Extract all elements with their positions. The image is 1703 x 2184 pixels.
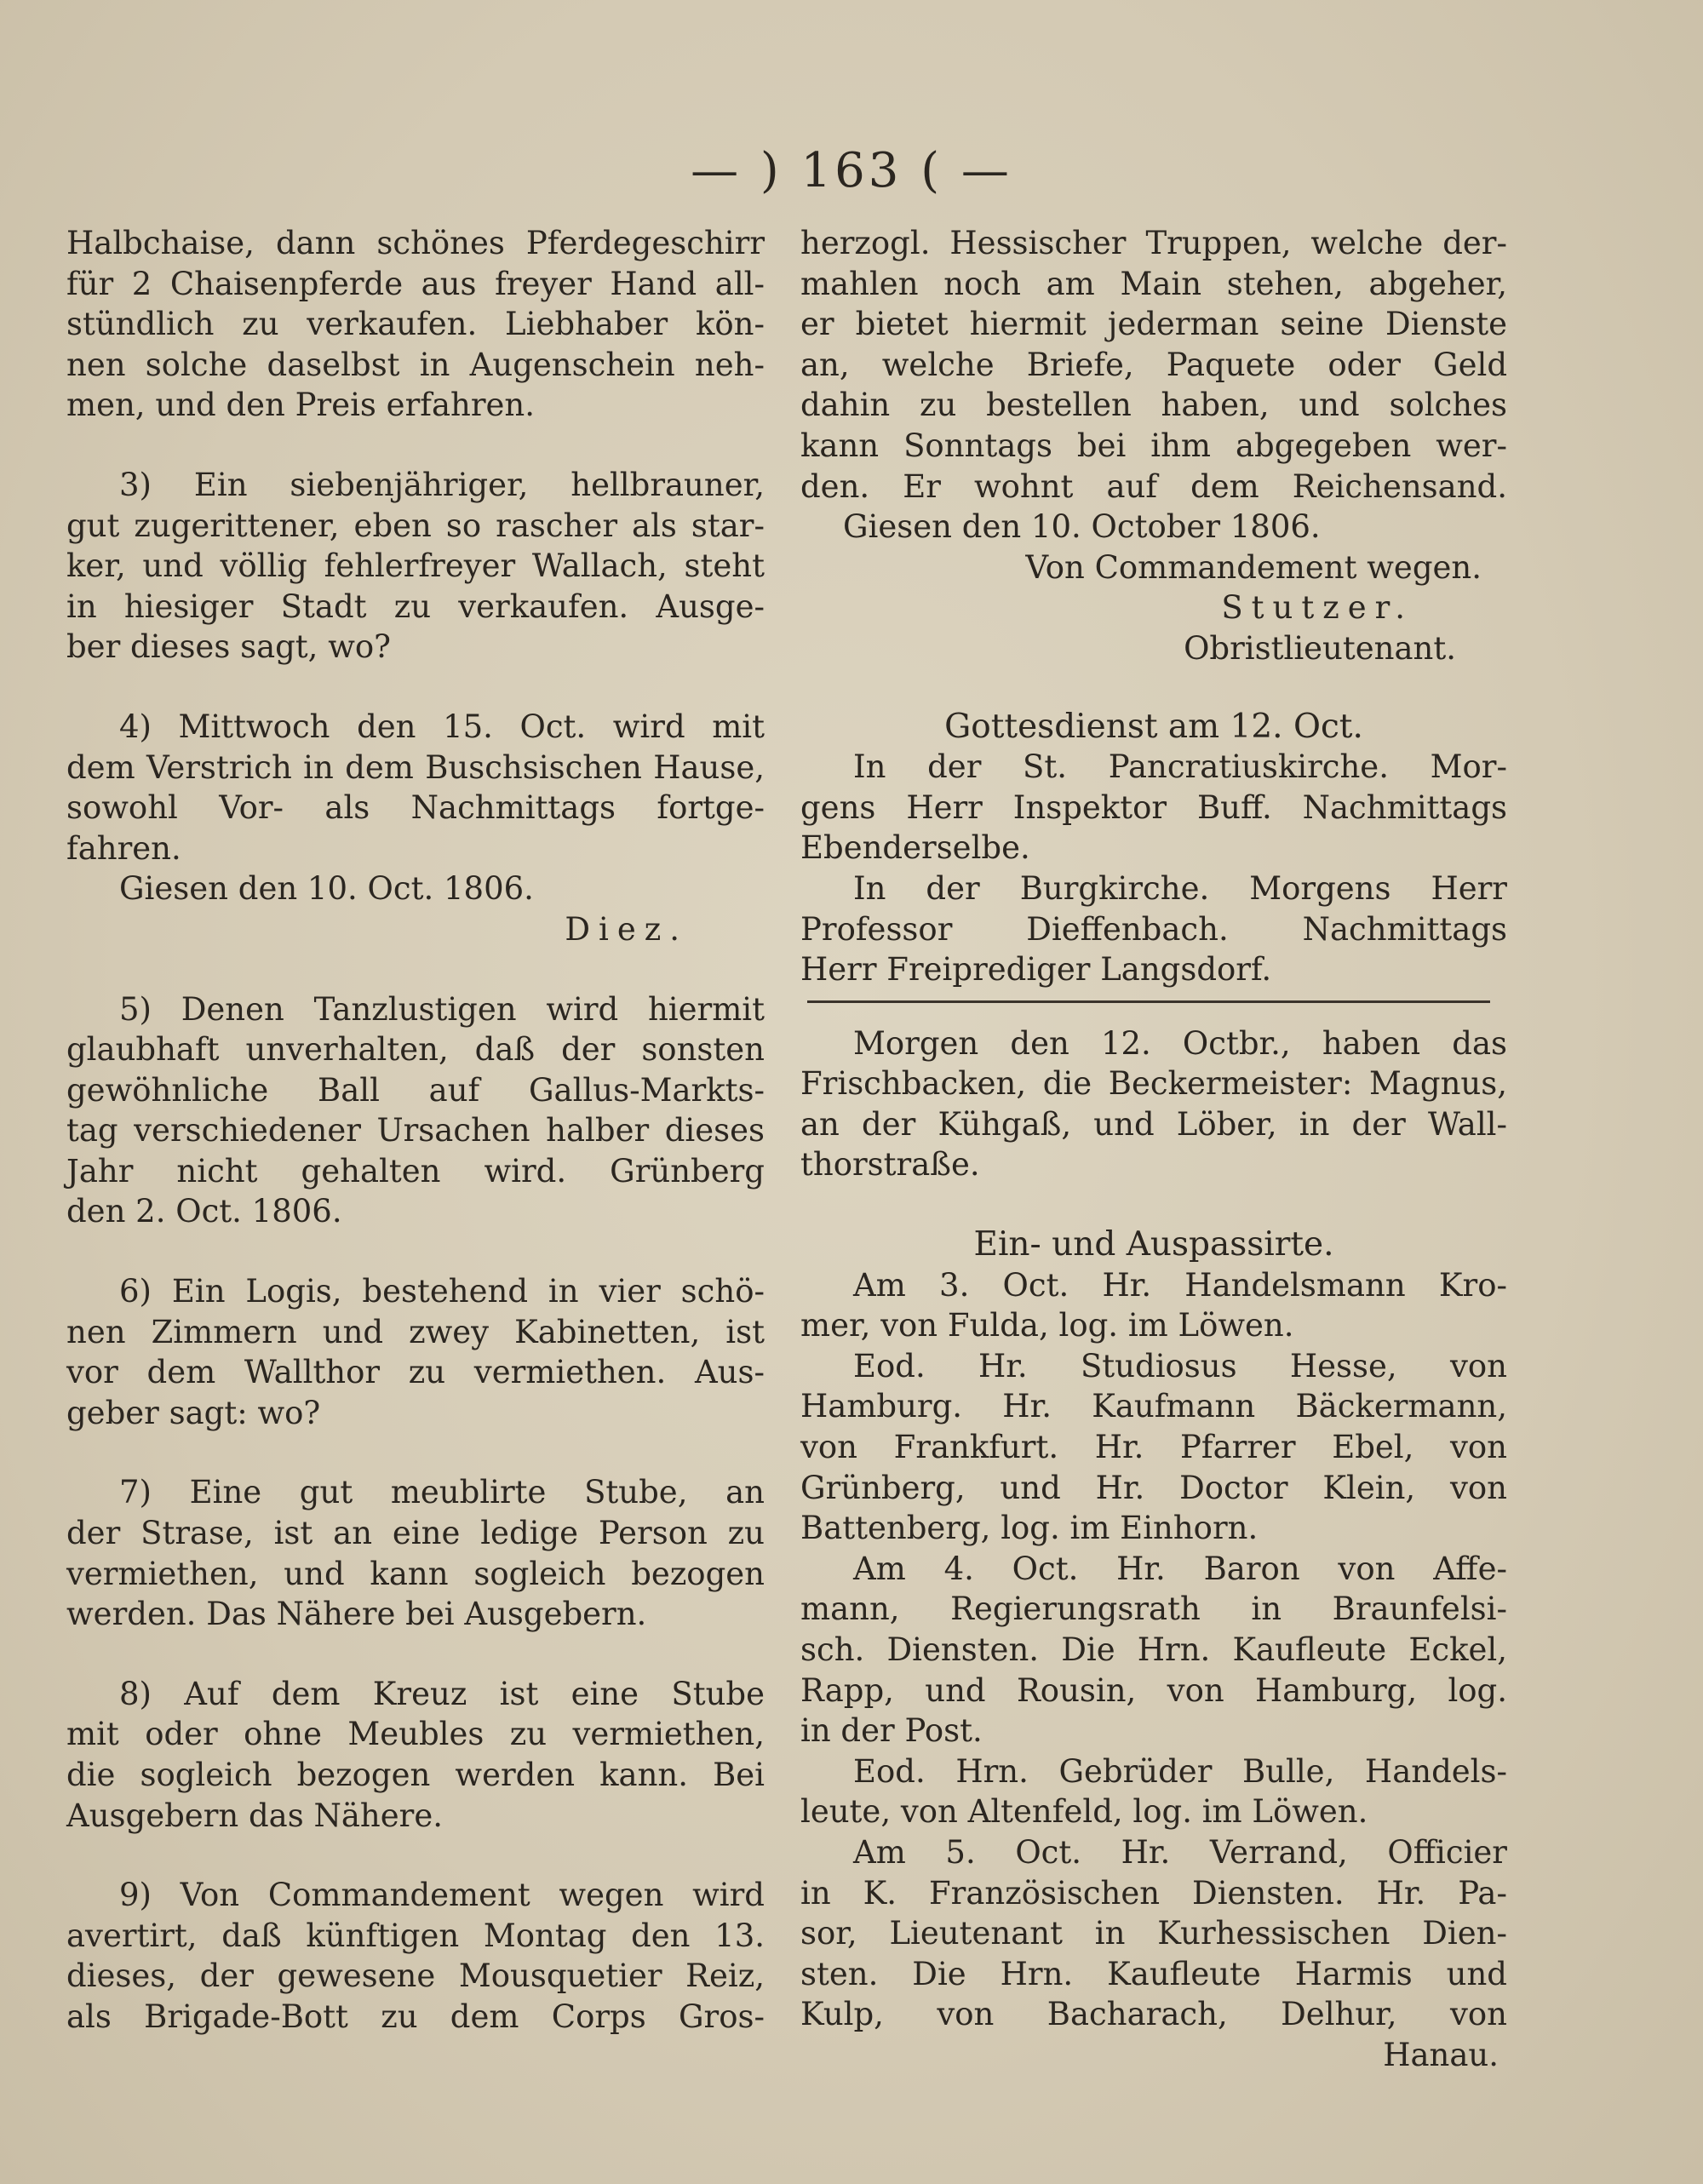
text-line: Am 3. Oct. Hr. Handelsmann Kro- xyxy=(853,1266,1507,1304)
notice-signature: Obristlieutenant. xyxy=(1184,629,1456,667)
text-line: dahin zu bestellen haben, und solches xyxy=(800,387,1507,424)
text-line: ker, und völlig fehlerfreyer Wallach, steht xyxy=(66,547,765,585)
text-line: fahren. xyxy=(66,829,181,867)
text-line: leute, von Altenfeld, log. im Löwen. xyxy=(800,1793,1368,1831)
text-line: sch. Diensten. Die Hrn. Kaufleute Eckel, xyxy=(800,1631,1507,1668)
text-line: Herr Freiprediger Langsdorf. xyxy=(800,951,1272,989)
text-line: nen solche daselbst in Augenschein neh- xyxy=(66,346,765,383)
text-line: stündlich zu verkaufen. Liebhaber kön- xyxy=(66,306,765,343)
notice-3 xyxy=(66,465,765,668)
text-line: gens Herr Inspektor Buff. Nachmittags xyxy=(800,788,1507,826)
section-heading: Gottesdienst am 12. Oct. xyxy=(944,707,1363,746)
text-line: Morgen den 12. Octbr., haben das xyxy=(853,1024,1507,1062)
text-line: Ausgebern das Nähere. xyxy=(66,1797,443,1834)
text-line: Halbchaise, dann schönes Pferdegeschirr xyxy=(66,225,765,261)
text-line: den. Er wohnt auf dem Reichensand. xyxy=(800,467,1507,505)
text-line: sor, Lieutenant in Kurhessischen Dien- xyxy=(800,1915,1507,1952)
text-line: In der Burgkirche. Morgens Herr xyxy=(853,869,1507,907)
text-line: werden. Das Nähere bei Ausgebern. xyxy=(66,1596,647,1633)
text-line: vor dem Wallthor zu vermiethen. Aus- xyxy=(66,1354,765,1391)
text-line: Eod. Hr. Studiosus Hesse, von xyxy=(853,1347,1507,1384)
text-line: ber dieses sagt, wo? xyxy=(66,628,391,666)
text-line: in der Post. xyxy=(800,1712,983,1750)
notice-2-continuation xyxy=(66,223,765,426)
text-line: als Brigade-Bott zu dem Corps Gros- xyxy=(66,1998,765,2035)
text-line: Ebenderselbe. xyxy=(800,829,1030,867)
text-line: mer, von Fulda, log. im Löwen. xyxy=(800,1307,1294,1344)
page-number: — ) 163 ( — xyxy=(691,143,1012,198)
text-line: thorstraße. xyxy=(800,1146,980,1184)
notice-date: Giesen den 10. Oct. 1806. xyxy=(119,870,534,908)
text-line: Am 4. Oct. Hr. Baron von Affe- xyxy=(853,1550,1507,1587)
text-line: der Strase, ist an eine ledige Person zu xyxy=(66,1515,765,1552)
text-line: Hamburg. Hr. Kaufmann Bäckermann, xyxy=(800,1388,1507,1425)
text-line: Eod. Hrn. Gebrüder Bulle, Handels- xyxy=(853,1752,1507,1790)
text-line: mahlen noch am Main stehen, abgeher, xyxy=(800,265,1507,302)
text-line: herzogl. Hessischer Truppen, welche der- xyxy=(800,225,1507,261)
text-line: 5) Denen Tanzlustigen wird hiermit xyxy=(119,990,765,1028)
text-line: 7) Eine gut meublirte Stube, an xyxy=(119,1474,765,1511)
notice-signature: Stutzer. xyxy=(1221,589,1413,627)
section-heading: Ein- und Auspassirte. xyxy=(973,1225,1334,1264)
text-line: 4) Mittwoch den 15. Oct. wird mit xyxy=(119,708,765,745)
notice-5 xyxy=(66,989,765,1233)
text-line: dieses, der gewesene Mousquetier Reiz, xyxy=(66,1958,765,1995)
text-line: Hanau. xyxy=(1383,2036,1499,2073)
text-line: an der Kühgaß, und Löber, in der Wall- xyxy=(800,1105,1507,1143)
notice-signature: Von Commandement wegen. xyxy=(1025,548,1482,586)
text-line: er bietet hiermit jederman seine Dienste xyxy=(800,306,1507,343)
right-column xyxy=(800,223,1507,2076)
text-line: nen Zimmern und zwey Kabinetten, ist xyxy=(66,1313,765,1350)
text-line: men, und den Preis erfahren. xyxy=(66,387,536,424)
church-service-section xyxy=(800,707,1507,990)
text-line: tag verschiedener Ursachen halber dieses xyxy=(66,1112,765,1149)
text-line: mann, Regierungsrath in Braunfelsi- xyxy=(800,1591,1507,1628)
text-line: Kulp, von Bacharach, Delhur, von xyxy=(800,1996,1507,2033)
text-line: geber sagt: wo? xyxy=(66,1394,321,1431)
text-line: von Frankfurt. Hr. Pfarrer Ebel, von xyxy=(800,1429,1507,1466)
text-line: Rapp, und Rousin, von Hamburg, log. xyxy=(800,1671,1507,1709)
notice-date: Giesen den 10. October 1806. xyxy=(843,508,1321,546)
text-line: sowohl Vor- als Nachmittags fortge- xyxy=(66,789,765,827)
notice-7 xyxy=(66,1472,765,1634)
bakers-notice xyxy=(800,1023,1507,1185)
text-line: in hiesiger Stadt zu verkaufen. Ausge- xyxy=(66,588,765,625)
notice-4 xyxy=(66,707,765,950)
text-line: Grünberg, und Hr. Doctor Klein, von xyxy=(800,1469,1507,1506)
text-line: Battenberg, log. im Einhorn. xyxy=(800,1510,1259,1547)
text-line: kann Sonntags bei ihm abgegeben wer- xyxy=(800,427,1507,464)
text-line: dem Verstrich in dem Buschsischen Hause, xyxy=(66,748,765,786)
text-line: die sogleich bezogen werden kann. Bei xyxy=(66,1757,765,1793)
text-line: Jahr nicht gehalten wird. Grünberg xyxy=(66,1152,765,1189)
text-line: In der St. Pancratiuskirche. Mor- xyxy=(853,748,1507,786)
text-line: avertirt, daß künftigen Montag den 13. xyxy=(66,1917,765,1954)
notice-signature: Diez. xyxy=(565,910,688,948)
text-line: 6) Ein Logis, bestehend in vier schö- xyxy=(119,1273,765,1310)
text-line: 3) Ein siebenjähriger, hellbrauner, xyxy=(119,466,765,503)
text-line: Professor Dieffenbach. Nachmittags xyxy=(800,910,1507,948)
text-line: 9) Von Commandement wegen wird xyxy=(119,1877,765,1914)
notice-9-continuation xyxy=(800,223,1507,669)
left-column xyxy=(66,223,765,2038)
notice-9 xyxy=(66,1875,765,2037)
text-line: 8) Auf dem Kreuz ist eine Stube xyxy=(119,1675,765,1712)
section-divider xyxy=(807,1000,1490,1003)
text-line: glaubhaft unverhalten, daß der sonsten xyxy=(66,1031,765,1069)
travellers-section xyxy=(800,1224,1507,2075)
text-line: für 2 Chaisenpferde aus freyer Hand all- xyxy=(66,265,765,302)
text-line: Am 5. Oct. Hr. Verrand, Officier xyxy=(853,1833,1507,1871)
text-line: sten. Die Hrn. Kaufleute Harmis und xyxy=(800,1955,1507,1992)
text-line: mit oder ohne Meubles zu vermiethen, xyxy=(66,1716,765,1753)
text-line: an, welche Briefe, Paquete oder Geld xyxy=(800,346,1507,383)
text-line: den 2. Oct. 1806. xyxy=(66,1193,342,1230)
notice-8 xyxy=(66,1674,765,1836)
text-line: in K. Französischen Diensten. Hr. Pa- xyxy=(800,1874,1507,1912)
text-line: Frischbacken, die Beckermeister: Magnus, xyxy=(800,1065,1507,1103)
text-line: gewöhnliche Ball auf Gallus-Markts- xyxy=(66,1071,765,1109)
notice-6 xyxy=(66,1271,765,1433)
text-line: gut zugerittener, eben so rascher als star- xyxy=(66,507,765,544)
text-line: vermiethen, und kann sogleich bezogen xyxy=(66,1555,765,1592)
